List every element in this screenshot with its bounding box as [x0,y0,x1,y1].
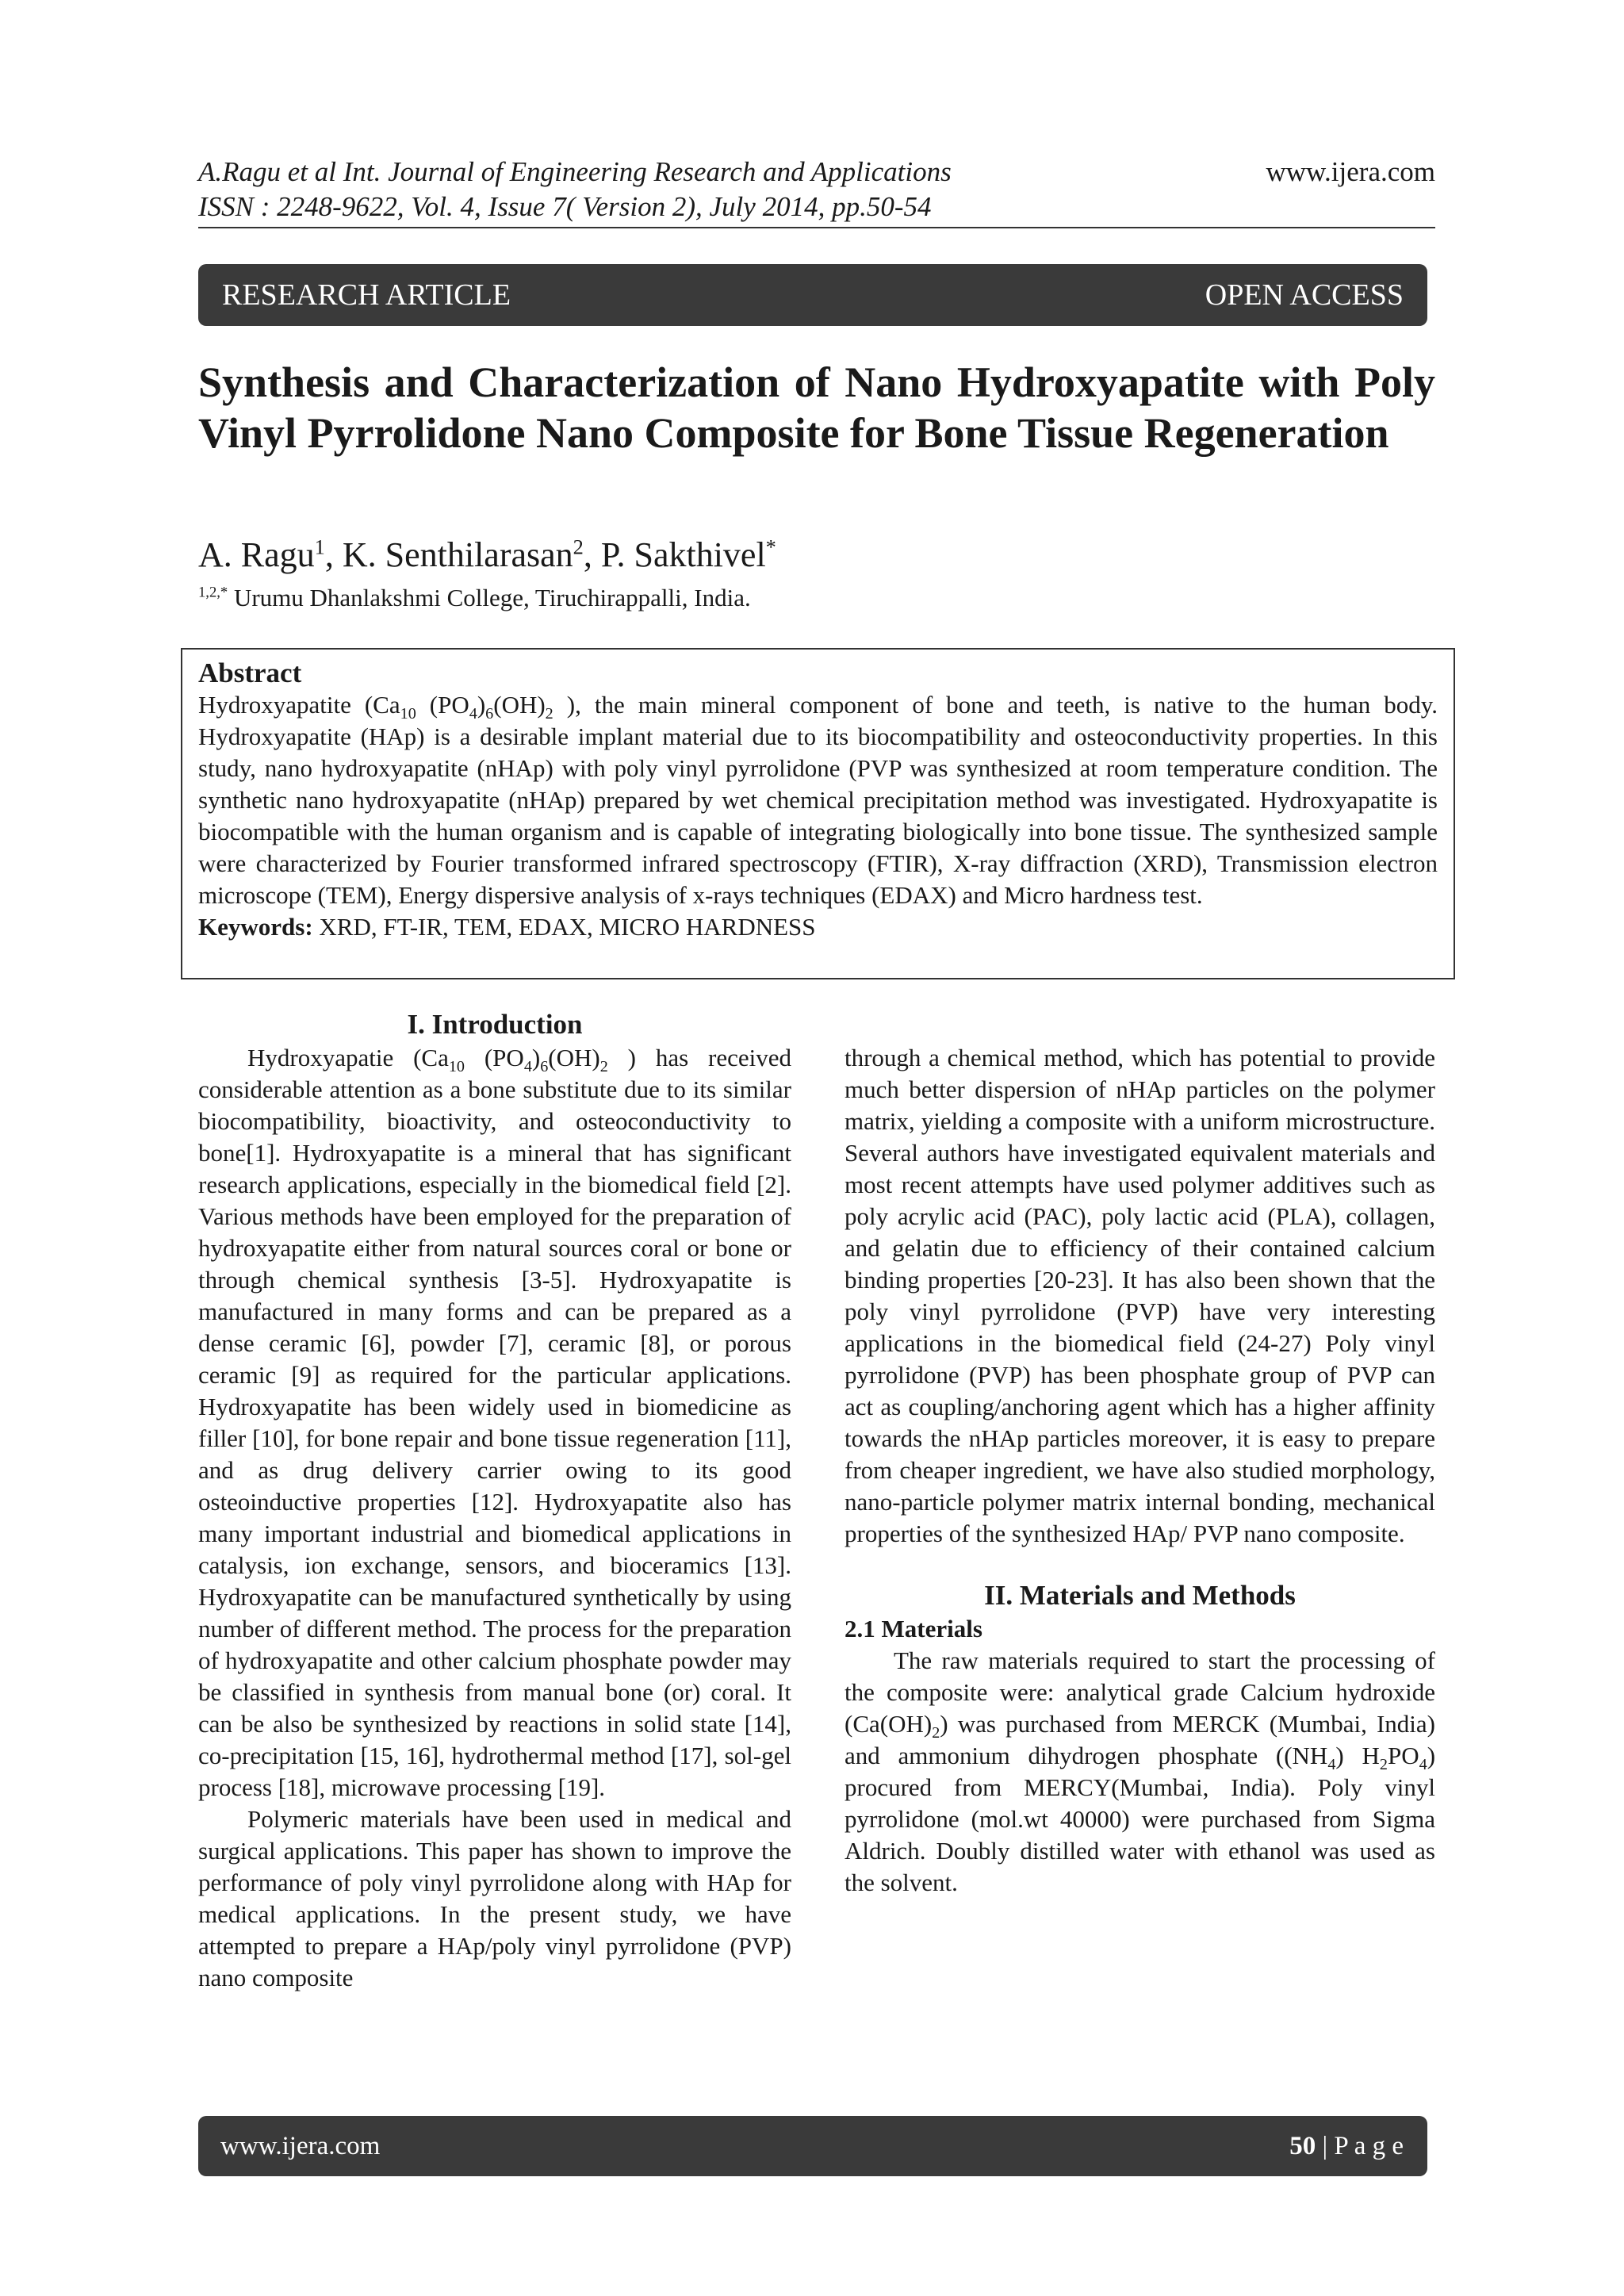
journal-name: A.Ragu et al Int. Journal of Engineering Research and Applications [198,156,952,187]
left-column [198,1007,791,1994]
header-rule [198,227,1435,228]
abstract-text: ), the main mineral component of bone and teeth, is native to the human body. Hydroxyapatite (HAp) is a desirable implant material due to its biocompatibility and osteoconductivity properties. In this study, nano hydroxyapatite (nHAp) with poly vinyl pyrrolidone (PVP was synthesized at room temperature condition. The synthetic nano hydroxyapatite (nHAp) prepared by wet chemical precipitation method was investigated. Hydroxyapatite is biocompatible with the human organism and is capable of integrating biologically into bone tissue. The synthesized sample were characterized by Fourier transformed infrared spectroscopy (FTIR), X-ray diffraction (XRD), Transmission electron microscope (TEM), Energy dispersive analysis of x-rays techniques (EDAX) and Micro hardness test. [198,691,1438,909]
paragraph-text: ) [531,1044,541,1071]
author-name: , K. Senthilarasan [324,535,573,574]
affiliation-sup: 1,2,* [198,584,228,601]
abstract-text: ) [477,691,486,719]
open-access-label: OPEN ACCESS [1205,278,1404,312]
author-sup: 2 [573,535,584,559]
research-article-label: RESEARCH ARTICLE [222,278,511,312]
subscript: 10 [400,705,416,723]
subscript: 4 [1327,1756,1336,1774]
footer-website[interactable]: www.ijera.com [220,2131,381,2160]
issue-info: ISSN : 2248-9622, Vol. 4, Issue 7( Version 2), July 2014, pp.50-54 [198,191,932,222]
page-number-block [1289,2132,1404,2161]
running-header [198,155,1435,224]
subscript: 2 [1379,1756,1388,1774]
paragraph-text: Hydroxyapatie (Ca [247,1044,449,1071]
affiliation [198,584,751,612]
subscript: 2 [932,1724,940,1742]
abstract-box [181,648,1455,979]
paragraph-text: ) was purchased from MERCK (Mumbai, India) and ammonium dihydrogen phosphate ((NH [845,1710,1435,1769]
abstract-heading: Abstract [198,657,302,688]
subscript: 6 [485,705,494,723]
paragraph: Polymeric materials have been used in medical and surgical applications. This paper has shown to improve the performance of poly vinyl pyrrolidone along with HAp for medical applications. In the present study, we have attempted to prepare a HAp/poly vinyl pyrrolidone (PVP) nano composite [198,1805,791,1991]
paragraph-text: The raw materials required to start the processing of the composite were: analytical grade Calcium hydroxide (Ca(OH) [845,1646,1435,1738]
paragraph-text: ) has received considerable attention as a bone substitute due to its similar biocompatibility, bioactivity, and osteoconductivity to bone[1]. Hydroxyapatite is a mineral that has significant research applications, especially in the biomedical field [2]. Various methods have been employed for the preparation of hydroxyapatite either from natural sources coral or bone or through chemical synthesis [3-5]. Hydroxyapatite is manufactured in many forms and can be prepared as a dense ceramic [6], powder [7], ceramic [8], or porous ceramic [9] as required for the particular applications. Hydroxyapatite has been widely used in biomedicine as filler [10], for bone repair and bone tissue regeneration [11], and as drug delivery carrier owing to its good osteoinductive properties [12]. Hydroxyapatite also has many important industrial and biomedical applications in catalysis, ion exchange, sensors, and bioceramics [13]. Hydroxyapatite can be manufactured synthetically by using number of different method. The process for the preparation of hydroxyapatite and other calcium phosphate powder may be classified in synthesis from manual bone (or) coral. It can be also be synthesized by reactions in solid state [14], co-precipitation [15, 16], hydrothermal method [17], sol-gel process [18], microwave processing [19]. [198,1044,792,1801]
paragraph: through a chemical method, which has potential to provide much better dispersion of nHAp particles on the polymer matrix, yielding a composite with a uniform microstructure. Several authors have investigated equivalent materials and most recent attempts have used polymer additives such as poly acrylic acid (PAC), poly lactic acid (PLA), collagen, and gelatin due to efficiency of their contained calcium binding properties [20-23]. It has also been shown that the poly vinyl pyrrolidone (PVP) have very interesting applications in the biomedical field (24-27) Poly vinyl pyrrolidone (PVP) has been phosphate group of PVP can act as coupling/anchoring agent which has a higher affinity towards the nHAp particles moreover, it is easy to prepare from cheaper ingredient, we have also studied morphology, nano-particle polymer matrix internal bonding, mechanical properties of the synthesized HAp/ PVP nano composite. [845,1044,1435,1547]
keywords-list: XRD, FT-IR, TEM, EDAX, MICRO HARDNESS [312,913,816,941]
journal-website[interactable]: www.ijera.com [1266,156,1435,187]
paragraph-text: PO [1387,1742,1419,1769]
paragraph-text: ) procured from MERCY(Mumbai, India). Poly vinyl pyrrolidone (mol.wt 40000) were purchased from Sigma Aldrich. Doubly distilled water with ethanol was used as the solvent. [845,1742,1436,1896]
author-sup: * [765,535,776,559]
subscript: 4 [1419,1756,1427,1774]
paper-title: Synthesis and Characterization of Nano Hydroxyapatite with Poly Vinyl Pyrrolidone Nano Composite for Bone Tissue Regeneration [198,358,1435,457]
author-sup: 1 [314,535,325,559]
article-type-banner [198,264,1427,326]
paragraph [198,1042,791,1803]
keywords-label: Keywords: [198,913,313,941]
abstract-text: Hydroxyapatite (Ca [198,691,400,719]
abstract-text: (PO [416,691,469,719]
page-number: 50 [1289,2131,1316,2160]
paragraph-text: ) H [1335,1742,1380,1769]
subscript: 6 [540,1058,549,1076]
page-footer [198,2116,1427,2176]
section-heading-materials-methods: II. Materials and Methods [984,1580,1296,1611]
subscript: 2 [545,705,553,723]
paragraph-text: (OH) [548,1044,600,1071]
abstract-text: (OH) [493,691,546,719]
paragraph [845,1645,1435,1899]
section-heading-introduction: I. Introduction [407,1009,583,1040]
page-label: | P a g e [1316,2131,1404,2160]
author-list [198,535,776,575]
subscript: 4 [469,705,477,723]
abstract-body [198,689,1438,911]
affiliation-text: Urumu Dhanlakshmi College, Tiruchirappalli, India. [228,584,751,611]
paragraph-text: (PO [464,1044,524,1071]
subscript: 2 [599,1058,608,1076]
subsection-heading: 2.1 Materials [845,1615,982,1642]
subscript: 10 [448,1058,465,1076]
right-column [845,1042,1435,1899]
author-name: , P. Sakthivel [583,535,766,574]
subscript: 4 [523,1058,532,1076]
author-name: A. Ragu [198,535,315,574]
keywords [198,911,1438,943]
